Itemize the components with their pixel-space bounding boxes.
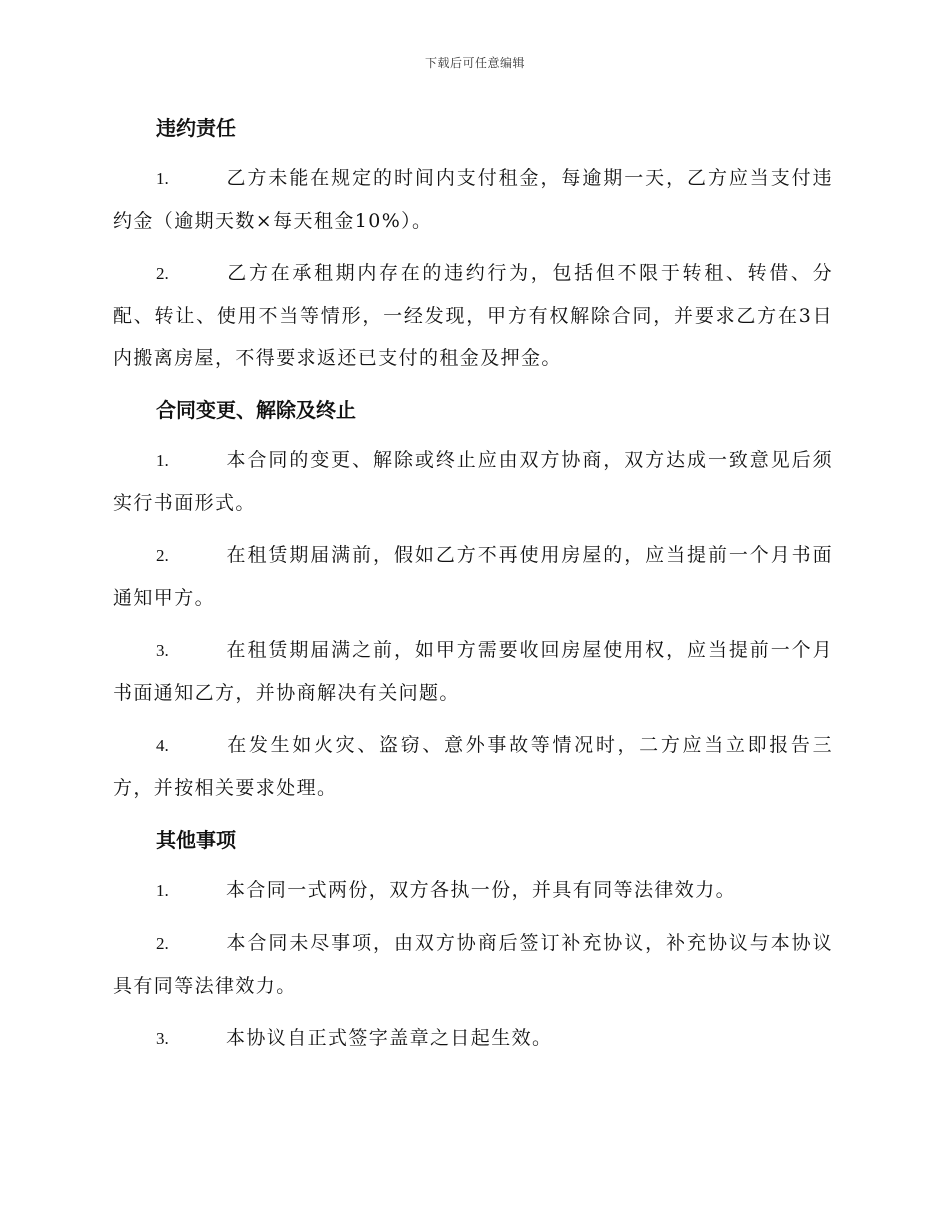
section-title: 违约责任 [156,116,236,140]
section-title: 合同变更、解除及终止 [156,398,356,422]
clause-number: 2. [156,546,169,565]
clause-item [113,629,833,714]
clause-item [113,869,833,912]
clause-number: 2. [156,934,169,953]
document-body [113,107,833,1070]
clause-item [113,724,833,809]
clause-item [113,252,833,379]
clause-number: 2. [156,264,169,283]
clause-item [113,157,833,242]
clause-item [113,439,833,524]
section-breach-liability [113,107,833,379]
clause-number: 1. [156,881,169,900]
clause-item [113,922,833,1007]
section-other-matters [113,819,833,1060]
clause-text: 在发生如火灾、盗窃、意外事故等情况时，二方应当立即报告三方，并按相关要求处理。 [113,734,833,799]
clause-text: 乙方未能在规定的时间内支付租金，每逾期一天，乙方应当支付违约金（逾期天数×每天租金10%）。 [113,167,833,232]
clause-item [113,1017,833,1060]
clause-number: 1. [156,169,169,188]
clause-number: 3. [156,1029,169,1048]
clause-number: 4. [156,736,169,755]
clause-text: 本协议自正式签字盖章之日起生效。 [226,1027,553,1049]
clause-text: 本合同一式两份，双方各执一份，并具有同等法律效力。 [226,879,737,901]
clause-item [113,534,833,619]
clause-text: 乙方在承租期内存在的违约行为，包括但不限于转租、转借、分配、转让、使用不当等情形，一经发现，甲方有权解除合同，并要求乙方在3日内搬离房屋，不得要求返还已支付的租金及押金。 [113,262,833,369]
clause-number: 3. [156,641,169,660]
page-header-note: 下载后可任意编辑 [424,56,525,70]
clause-text: 本合同的变更、解除或终止应由双方协商，双方达成一致意见后须实行书面形式。 [113,449,833,514]
clause-text: 在租赁期届满之前，如甲方需要收回房屋使用权，应当提前一个月书面通知乙方，并协商解决有关问题。 [113,639,833,704]
clause-text: 本合同未尽事项，由双方协商后签订补充协议，补充协议与本协议具有同等法律效力。 [113,932,833,997]
section-contract-change [113,389,833,809]
clause-number: 1. [156,451,169,470]
section-title: 其他事项 [156,828,236,852]
clause-text: 在租赁期届满前，假如乙方不再使用房屋的，应当提前一个月书面通知甲方。 [113,544,833,609]
